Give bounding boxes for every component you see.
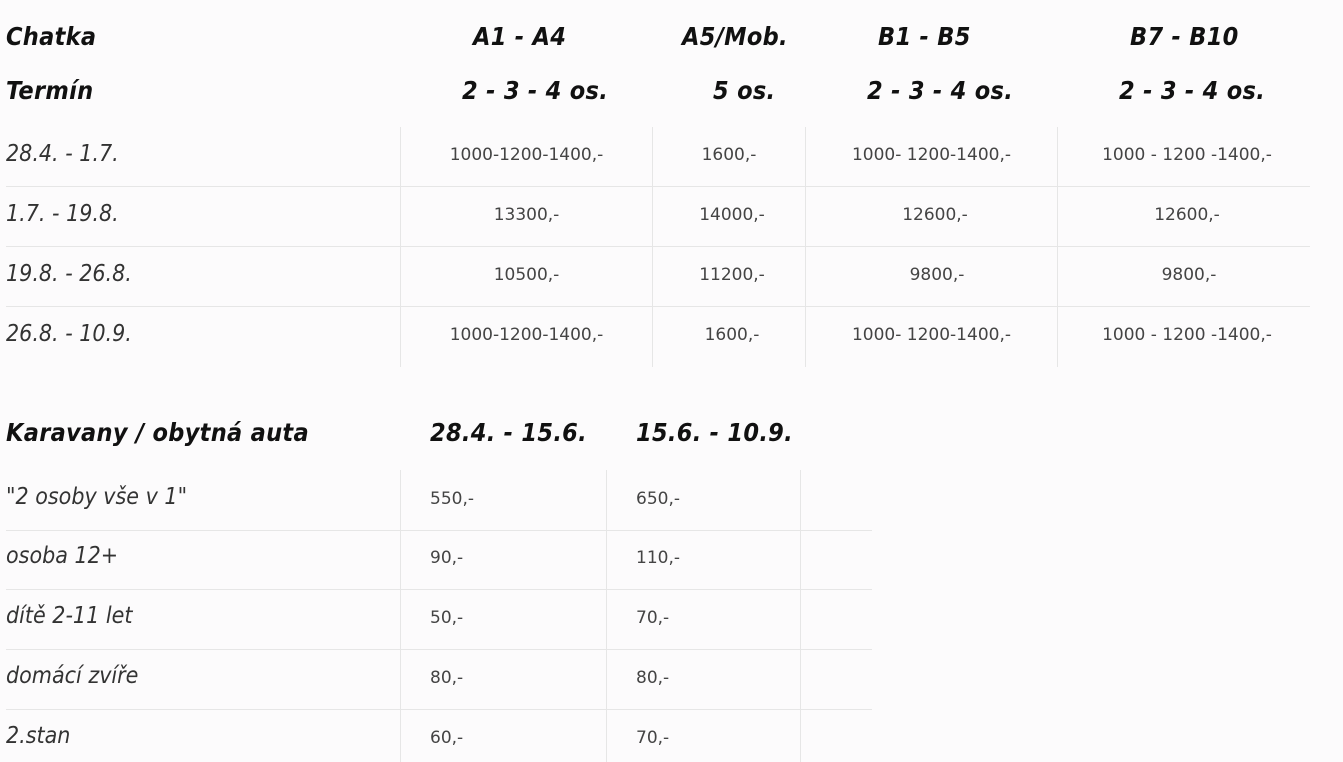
price-cell: 1000- 1200-1400,- [851, 325, 1011, 345]
header-b7-b10: B7 - B10 [1130, 22, 1239, 51]
price-cell: 9800,- [1161, 265, 1217, 285]
row-divider [6, 649, 872, 650]
price-cell: 650,- [636, 489, 680, 509]
header-karavany: Karavany / obytná auta [6, 418, 309, 447]
price-cell: 90,- [430, 548, 464, 568]
item-label: dítě 2-11 let [6, 603, 133, 629]
term-label: 1.7. - 19.8. [6, 201, 119, 227]
price-cell: 60,- [430, 728, 464, 748]
header-capacity-b1-b5: 2 - 3 - 4 os. [867, 76, 1014, 105]
header-season-2: 15.6. - 10.9. [636, 418, 793, 447]
column-divider [400, 470, 401, 762]
price-cell: 550,- [430, 489, 474, 509]
column-divider [606, 470, 607, 762]
term-label: 26.8. - 10.9. [6, 321, 132, 347]
price-cell: 110,- [636, 548, 680, 568]
column-divider [800, 470, 801, 762]
price-cell: 1600,- [701, 145, 757, 165]
price-cell: 1000 - 1200 -1400,- [1102, 145, 1272, 165]
item-label: 2.stan [6, 723, 71, 749]
price-cell: 50,- [430, 608, 464, 628]
header-a1-a4: A1 - A4 [473, 22, 567, 51]
row-divider [6, 306, 1310, 307]
term-label: 19.8. - 26.8. [6, 261, 132, 287]
term-label: 28.4. - 1.7. [6, 141, 119, 167]
item-label: "2 osoby vše v 1" [6, 484, 188, 510]
row-divider [6, 530, 872, 531]
price-cell: 80,- [430, 668, 464, 688]
row-divider [6, 709, 872, 710]
price-cell: 13300,- [493, 205, 560, 225]
price-cell: 12600,- [1154, 205, 1220, 225]
item-label: domácí zvíře [6, 663, 139, 689]
header-capacity-a5: 5 os. [713, 76, 776, 105]
price-cell: 1000-1200-1400,- [449, 145, 604, 165]
price-cell: 1000- 1200-1400,- [851, 145, 1011, 165]
price-cell: 10500,- [493, 265, 560, 285]
row-divider [6, 246, 1310, 247]
header-capacity-b7-b10: 2 - 3 - 4 os. [1119, 76, 1266, 105]
price-cell: 1600,- [704, 325, 760, 345]
price-cell: 9800,- [909, 265, 965, 285]
header-b1-b5: B1 - B5 [878, 22, 971, 51]
item-label: osoba 12+ [6, 543, 119, 569]
price-cell: 14000,- [699, 205, 765, 225]
price-cell: 80,- [636, 668, 670, 688]
header-termin: Termín [6, 76, 94, 105]
price-cell: 70,- [636, 608, 670, 628]
price-cell: 70,- [636, 728, 670, 748]
header-capacity-a1-a4: 2 - 3 - 4 os. [462, 76, 609, 105]
price-cell: 1000-1200-1400,- [449, 325, 604, 345]
header-season-1: 28.4. - 15.6. [430, 418, 587, 447]
price-cell: 12600,- [902, 205, 968, 225]
price-cell: 1000 - 1200 -1400,- [1102, 325, 1272, 345]
header-a5-mob: A5/Mob. [682, 22, 788, 51]
price-cell: 11200,- [699, 265, 765, 285]
row-divider [6, 186, 1310, 187]
header-chatka: Chatka [6, 22, 97, 51]
row-divider [6, 589, 872, 590]
